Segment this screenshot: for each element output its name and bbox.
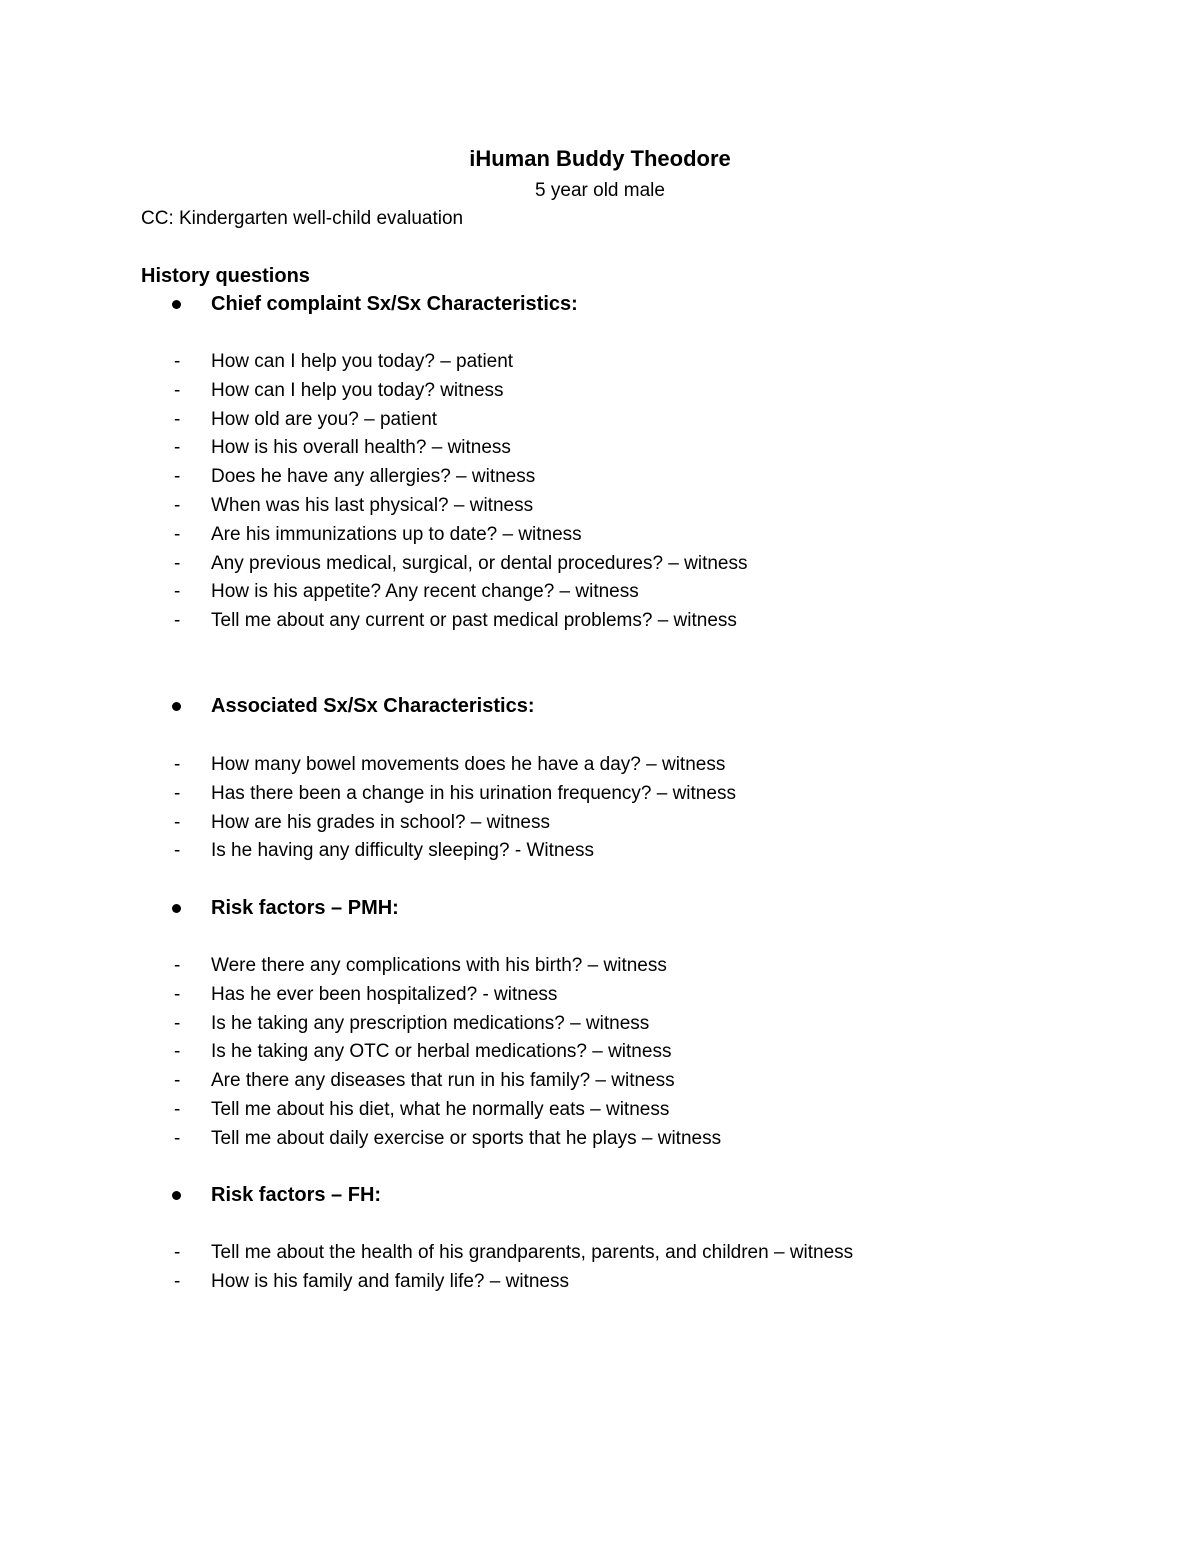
question-text: How is his overall health? – witness: [211, 437, 511, 459]
question-text: Has there been a change in his urination frequency? – witness: [211, 782, 736, 804]
question-text: How are his grades in school? – witness: [211, 811, 551, 833]
dash-marker: -: [174, 379, 181, 401]
dash-marker: -: [174, 494, 181, 516]
question-text: Is he taking any prescription medications? – witness: [211, 1012, 650, 1034]
section-heading-label: Risk factors – PMH:: [211, 897, 399, 919]
question-text: Has he ever been hospitalized? - witness: [211, 983, 558, 1005]
bullet-icon: [172, 300, 181, 309]
question-text: How is his appetite? Any recent change? – witness: [211, 581, 639, 603]
dash-marker: -: [174, 437, 181, 459]
question-text: How many bowel movements does he have a day? – witness: [211, 754, 726, 775]
question-text: Tell me about his diet, what he normally eats – witness: [211, 1098, 670, 1120]
question-text: Is he having any difficulty sleeping? - Witness: [211, 840, 595, 862]
question-text: When was his last physical? – witness: [211, 494, 534, 516]
question-text: How old are you? – patient: [211, 408, 438, 430]
dash-marker: -: [174, 754, 181, 775]
dash-marker: -: [174, 466, 181, 488]
dash-marker: -: [174, 1012, 181, 1034]
dash-marker: -: [174, 408, 181, 430]
dash-marker: -: [174, 1041, 181, 1063]
dash-marker: -: [174, 811, 181, 833]
dash-marker: -: [174, 840, 181, 862]
dash-marker: -: [174, 955, 181, 976]
dash-marker: -: [174, 1242, 181, 1263]
document-title: iHuman Buddy Theodore: [469, 146, 731, 171]
question-text: Are his immunizations up to date? – witness: [211, 523, 582, 545]
history-heading: History questions: [141, 265, 310, 287]
question-text: Were there any complications with his birth? – witness: [211, 955, 667, 976]
section-heading-label: Associated Sx/Sx Characteristics:: [211, 695, 535, 717]
question-text: How can I help you today? witness: [211, 379, 504, 401]
question-text: Are there any diseases that run in his family? – witness: [211, 1070, 675, 1092]
section-heading-label: Risk factors – FH:: [211, 1184, 382, 1206]
dash-marker: -: [174, 581, 181, 603]
question-text: Tell me about daily exercise or sports that he plays – witness: [211, 1127, 722, 1149]
dash-marker: -: [174, 1070, 181, 1092]
document-subtitle: 5 year old male: [535, 180, 665, 201]
question-text: Any previous medical, surgical, or dental procedures? – witness: [211, 552, 748, 574]
bullet-icon: [172, 1191, 181, 1200]
dash-marker: -: [174, 1098, 181, 1120]
dash-marker: -: [174, 552, 181, 574]
dash-marker: -: [174, 351, 181, 372]
dash-marker: -: [174, 1127, 181, 1149]
dash-marker: -: [174, 782, 181, 804]
dash-marker: -: [174, 523, 181, 545]
dash-marker: -: [174, 1270, 181, 1292]
question-text: Tell me about any current or past medical problems? – witness: [211, 610, 737, 632]
question-text: Does he have any allergies? – witness: [211, 466, 536, 488]
dash-marker: -: [174, 610, 181, 632]
question-text: Is he taking any OTC or herbal medications? – witness: [211, 1041, 672, 1063]
dash-marker: -: [174, 983, 181, 1005]
chief-complaint: CC: Kindergarten well-child evaluation: [141, 208, 464, 229]
question-text: Tell me about the health of his grandparents, parents, and children – witness: [211, 1242, 854, 1263]
question-text: How is his family and family life? – witness: [211, 1270, 569, 1292]
bullet-icon: [172, 702, 181, 711]
section-heading-label: Chief complaint Sx/Sx Characteristics:: [211, 293, 578, 315]
bullet-icon: [172, 904, 181, 913]
question-text: How can I help you today? – patient: [211, 351, 514, 372]
